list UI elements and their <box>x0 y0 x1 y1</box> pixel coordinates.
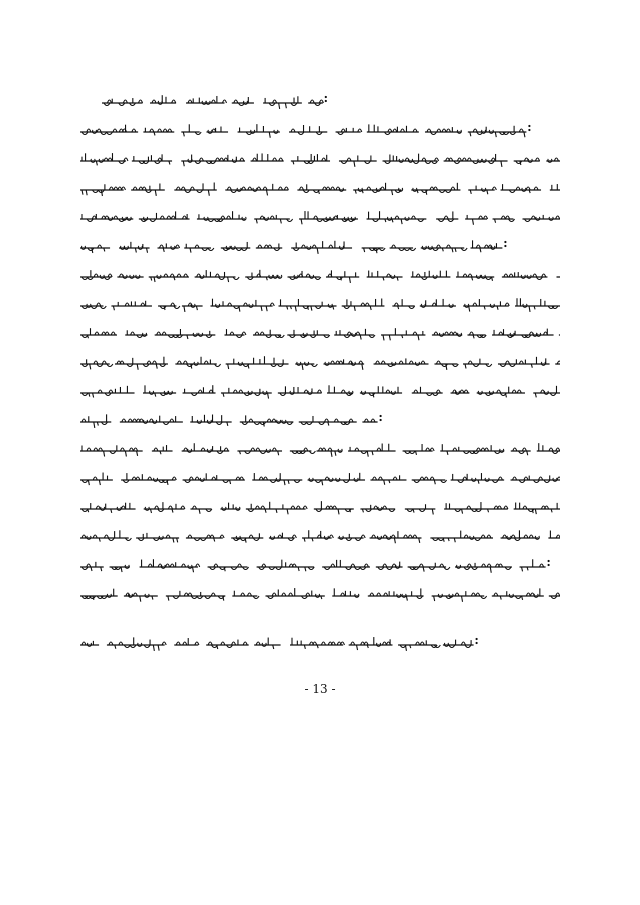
script-line-glyphs <box>80 92 560 110</box>
glyph-stroke <box>82 190 83 195</box>
glyph-stroke <box>535 509 536 514</box>
script-line-footer <box>80 634 560 652</box>
script-line-body <box>80 353 560 371</box>
punctuation-dot <box>476 642 478 644</box>
script-line-glyphs <box>80 411 560 429</box>
page-number: - 13 - <box>304 682 336 696</box>
glyph-stroke <box>104 451 105 457</box>
script-line-body <box>80 411 560 429</box>
glyph-stroke <box>434 596 435 601</box>
glyph-stroke <box>284 480 285 485</box>
glyph-stroke <box>177 538 178 542</box>
punctuation-dot <box>380 415 382 417</box>
glyph-stroke <box>311 306 312 311</box>
script-line-body <box>80 382 560 400</box>
glyph-stroke <box>354 306 355 311</box>
glyph-stroke <box>121 567 122 572</box>
glyph-stroke <box>354 161 355 167</box>
glyph-stroke <box>228 364 229 369</box>
script-line-body <box>80 440 560 458</box>
script-line-glyphs <box>80 382 560 400</box>
script-line-glyphs <box>80 208 560 226</box>
script-line-glyphs <box>80 440 560 458</box>
glyph-stroke <box>147 248 148 253</box>
glyph-stroke <box>199 509 200 514</box>
glyph-stroke <box>331 451 332 457</box>
glyph-stroke <box>261 306 262 311</box>
glyph-stroke <box>287 509 288 514</box>
punctuation-dot <box>380 419 382 421</box>
punctuation-dot <box>528 125 530 127</box>
script-line-glyphs <box>80 353 560 371</box>
glyph-stroke <box>335 451 336 456</box>
script-line-body <box>80 585 560 603</box>
glyph-stroke <box>495 132 496 137</box>
glyph-stroke <box>522 567 523 571</box>
glyph-stroke <box>490 567 491 573</box>
script-line-glyphs <box>80 295 560 313</box>
glyph-stroke <box>302 364 303 370</box>
glyph-stroke <box>92 248 93 253</box>
punctuation-dot <box>548 564 550 566</box>
glyph-stroke <box>94 422 95 428</box>
glyph-stroke <box>384 480 385 485</box>
script-line-glyphs <box>80 556 560 574</box>
script-line-body <box>80 150 560 168</box>
glyph-stroke <box>228 277 229 282</box>
glyph-stroke <box>193 567 194 572</box>
script-line-glyphs <box>80 634 560 652</box>
script-line-body <box>80 527 560 545</box>
glyph-stroke <box>469 306 470 312</box>
glyph-stroke <box>208 190 209 196</box>
script-line-body <box>80 469 560 487</box>
glyph-stroke <box>419 538 420 543</box>
glyph-stroke <box>99 480 100 485</box>
glyph-stroke <box>338 509 339 514</box>
punctuation-dot <box>504 245 506 247</box>
script-line-body <box>80 324 560 342</box>
glyph-stroke <box>90 364 91 369</box>
glyph-stroke <box>153 645 154 651</box>
glyph-stroke <box>86 190 87 195</box>
glyph-stroke <box>462 509 463 514</box>
script-line-body <box>80 266 560 284</box>
script-line-glyphs <box>80 527 560 545</box>
glyph-stroke <box>183 161 184 166</box>
script-line-glyphs <box>80 324 560 342</box>
glyph-stroke <box>140 596 141 602</box>
glyph-stroke <box>190 248 191 253</box>
script-line-body <box>80 237 560 255</box>
punctuation-dot <box>528 129 530 131</box>
punctuation-dot <box>476 638 478 640</box>
script-line-glyphs <box>80 585 560 603</box>
script-line-glyphs <box>80 121 560 139</box>
script-line-body <box>80 498 560 516</box>
glyph-stroke <box>263 422 264 426</box>
glyph-stroke <box>392 190 393 195</box>
glyph-stroke <box>158 645 159 651</box>
punctuation-dot <box>325 96 327 98</box>
glyph-stroke <box>465 364 466 369</box>
punctuation-dot <box>504 241 506 243</box>
glyph-stroke <box>183 132 184 136</box>
glyph-stroke <box>184 306 185 312</box>
glyph-stroke <box>101 190 102 196</box>
script-line-body <box>80 295 560 313</box>
script-line-glyphs <box>80 469 560 487</box>
glyph-stroke <box>383 335 384 340</box>
glyph-stroke <box>239 306 240 312</box>
glyph-stroke <box>279 103 280 109</box>
glyph-stroke <box>137 451 138 456</box>
glyph-stroke <box>135 248 136 253</box>
glyph-stroke <box>317 248 318 254</box>
glyph-stroke <box>266 306 267 311</box>
glyph-stroke <box>406 596 407 601</box>
glyph-stroke <box>535 393 536 397</box>
glyph-stroke <box>137 364 138 370</box>
script-line-glyphs <box>80 266 560 284</box>
script-line-body <box>80 556 560 574</box>
glyph-stroke <box>529 306 530 312</box>
glyph-stroke <box>168 596 169 601</box>
glyph-stroke <box>389 335 390 340</box>
glyph-stroke <box>349 277 350 283</box>
glyph-stroke <box>280 219 281 223</box>
glyph-stroke <box>156 364 157 369</box>
script-line-body <box>80 121 560 139</box>
glyph-stroke <box>524 132 525 137</box>
glyph-stroke <box>301 219 302 224</box>
glyph-stroke <box>360 335 361 339</box>
punctuation-dot <box>548 560 550 562</box>
glyph-stroke <box>322 480 323 485</box>
glyph-stroke <box>401 219 402 224</box>
glyph-stroke <box>268 393 269 399</box>
script-line-body <box>80 208 560 226</box>
glyph-stroke <box>418 335 419 340</box>
glyph-stroke <box>462 596 463 602</box>
glyph-stroke <box>432 509 433 514</box>
glyph-stroke <box>269 132 270 138</box>
glyph-stroke <box>472 219 473 225</box>
script-line-body <box>80 179 560 197</box>
script-line-title <box>80 92 560 110</box>
glyph-stroke <box>155 190 156 196</box>
glyph-stroke <box>405 645 406 651</box>
glyph-stroke <box>357 645 358 650</box>
glyph-stroke <box>295 306 296 311</box>
glyph-stroke <box>88 480 89 485</box>
glyph-stroke <box>173 538 174 543</box>
script-line-glyphs <box>80 237 560 255</box>
glyph-stroke <box>267 190 268 195</box>
glyph-stroke <box>501 161 502 167</box>
script-line-glyphs <box>80 150 560 168</box>
punctuation-dot <box>325 100 327 102</box>
glyph-stroke <box>93 393 94 398</box>
glyph-stroke <box>285 103 286 108</box>
mongolian-script-text-block <box>80 92 560 632</box>
script-line-glyphs <box>80 498 560 516</box>
glyph-stroke <box>394 538 395 543</box>
glyph-stroke <box>376 248 377 253</box>
glyph-stroke <box>423 567 424 572</box>
glyph-stroke <box>362 364 363 370</box>
glyph-stroke <box>154 277 155 282</box>
script-line-glyphs <box>80 179 560 197</box>
glyph-stroke <box>125 451 126 457</box>
glyph-stroke <box>367 451 368 457</box>
glyph-stroke <box>256 219 257 223</box>
